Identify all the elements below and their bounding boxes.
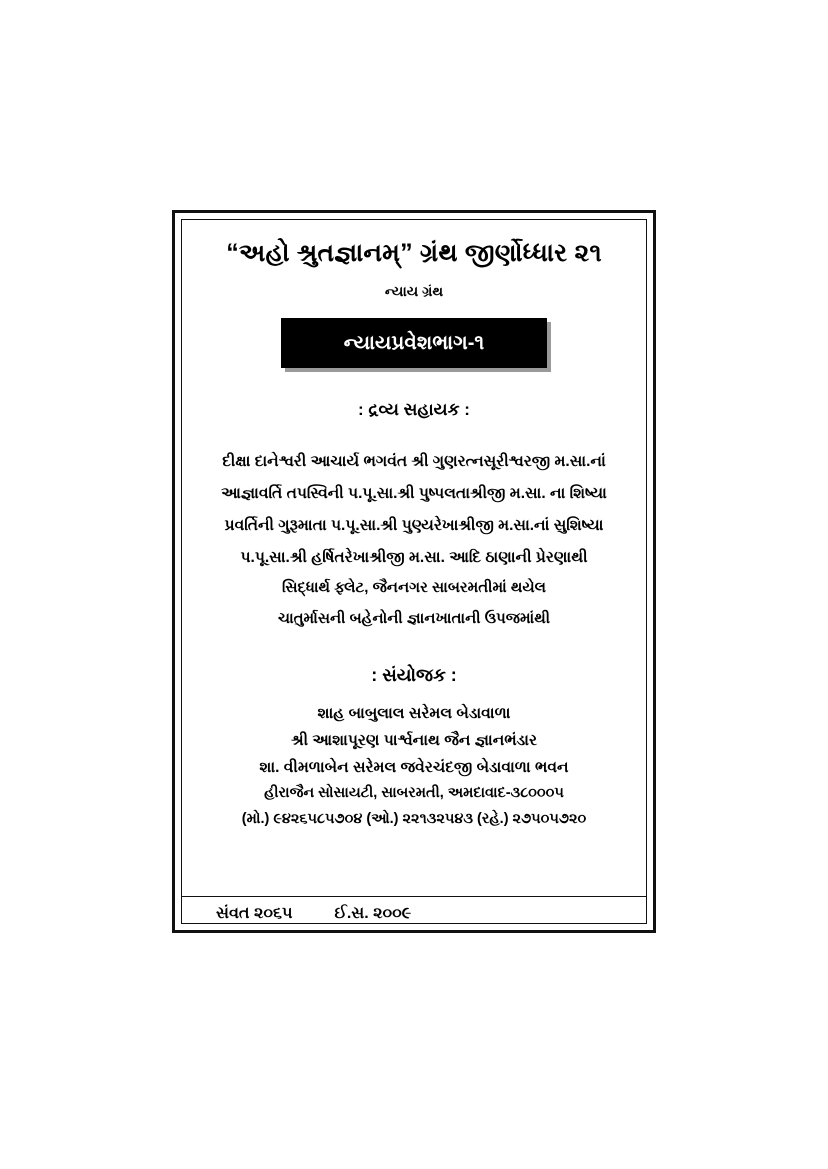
sponsor-line: સિદ્ધાર્થ ફ્લેટ, જૈનનગર સાબરમતીમાં થયેલ <box>281 579 547 597</box>
sponsor-line: આજ્ઞાવર્તિ તપસ્વિની પ.પૂ.સા.શ્રી પુષ્પલતાશ્રીજી મ.સા. ના શિષ્યા <box>221 485 607 503</box>
sponsor-heading: : દ્રવ્ય સહાયક : <box>358 400 470 420</box>
footer-row <box>196 897 632 923</box>
coordinator-line: શ્રી આશાપૂરણ પાર્શ્વનાથ જૈન જ્ઞાનભંડાર <box>290 731 537 749</box>
book-title-banner: ન્યાયપ્રવેશભાગ-૧ <box>281 318 547 368</box>
title-page-inner-border <box>181 219 647 924</box>
phone-line: (મો.) ૯૪૨૬૫૮૫૭૦૪ (ઓ.) ૨૨૧૩૨૫૪૩ (રહે.) ૨૭૫૦૫૭૨૦ <box>241 810 587 827</box>
address-line: હીરાજૈન સોસાયટી, સાબરમતી, અમદાવાદ-૩૮૦૦૦૫ <box>264 785 564 802</box>
title-page-card <box>172 210 656 933</box>
coordinator-line: શાહ બાબુલાલ સરેમલ બેડાવાળા <box>317 704 511 722</box>
gregorian-year: ઈ.સ. ૨૦૦૯ <box>334 905 412 922</box>
series-subtitle: ન્યાય ગ્રંથ <box>384 283 444 300</box>
samvat-year: સંવત ૨૦૬૫ <box>216 905 293 922</box>
sponsor-line: ચાતુર્માસની બહેનોની જ્ઞાનખાતાની ઉપજમાંથી <box>277 610 551 628</box>
coordinator-block <box>196 700 632 832</box>
sponsor-line: પ.પૂ.સા.શ્રી હર્ષિતરેખાશ્રીજી મ.સા. આદિ ઠાણાની પ્રેરણાથી <box>240 548 588 566</box>
sponsor-line: દીક્ષા દાનેશ્વરી આચાર્ય ભગવંત શ્રી ગુણરત્નસૂરીશ્વરજી મ.સા.નાં <box>222 453 606 471</box>
coordinator-line: શા. વીમળાબેન સરેમલ જવેરચંદજી બેડાવાળા ભવન <box>259 759 569 777</box>
sponsor-line: પ્રવર્તિની ગુરૂમાતા પ.પૂ.સા.શ્રી પુણ્યરેખાશ્રીજી મ.સા.નાં સુશિષ્યા <box>224 516 604 534</box>
coordinator-heading: : સંયોજક : <box>371 664 457 685</box>
sponsor-block <box>196 446 632 635</box>
series-title: “અહો શ્રુતજ્ઞાનમ્” ગ્રંથ જીર્ણોધ્ધાર ૨૧ <box>226 239 602 267</box>
